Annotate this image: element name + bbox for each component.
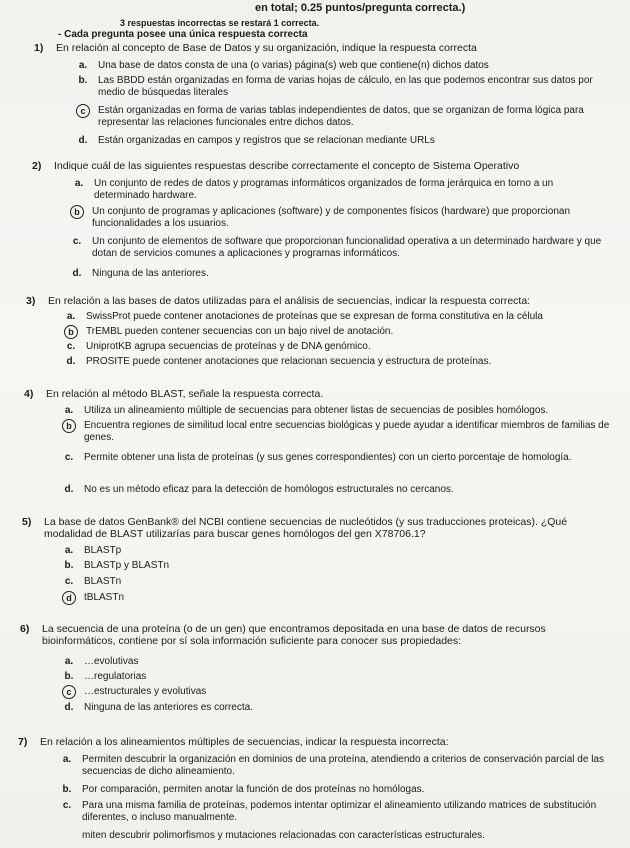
option-text: UniprotKB agrupa secuencias de proteínas y de DNA genómico.: [86, 341, 371, 352]
q7-option-c[interactable]: [60, 800, 620, 823]
q4-option-b[interactable]: [62, 420, 620, 443]
option-text: miten descubrir polimorfismos y mutaciones relacionadas con características estructurales.: [82, 830, 485, 841]
q5-option-d[interactable]: [62, 592, 362, 604]
q7-option-a[interactable]: [60, 754, 620, 777]
q6-option-d[interactable]: [62, 702, 462, 714]
option-letter-circled: b: [70, 205, 84, 219]
option-letter-circled: c: [76, 104, 90, 118]
option-text: Ninguna de las anteriores.: [92, 268, 209, 279]
question-text: En relación al concepto de Base de Datos y su organización, indique la respuesta correcta: [56, 42, 477, 54]
q3-option-a[interactable]: [64, 311, 620, 323]
option-letter: c.: [64, 576, 74, 587]
option-text: Permite obtener una lista de proteínas (y sus genes correspondientes) con un cierto porcentaje de homología.: [84, 452, 572, 463]
option-text: …evolutivas: [84, 656, 139, 667]
question-number: 2): [32, 160, 42, 172]
question-5: [22, 516, 618, 540]
option-text: …estructurales y evolutivas: [84, 686, 207, 697]
q6-option-a[interactable]: [62, 656, 462, 668]
question-number: 3): [26, 295, 36, 307]
option-text: Un conjunto de elementos de software que proporcionan funcionalidad operativa a un determinado hardware y que dotan de servicios comunes a aplicaciones y programas informáticos.: [92, 236, 602, 259]
question-text: En relación al método BLAST, señale la respuesta correcta.: [46, 388, 324, 400]
q2-option-c[interactable]: [70, 236, 610, 259]
question-text: En relación a las bases de datos utilizadas para el análisis de secuencias, indicar la respuesta correcta:: [48, 295, 531, 307]
q4-option-c[interactable]: [62, 452, 620, 464]
option-text: tBLASTn: [84, 592, 125, 603]
option-letter: a.: [62, 754, 72, 765]
option-letter: d.: [66, 356, 76, 367]
q1-option-a[interactable]: [76, 60, 606, 72]
q2-option-d[interactable]: [70, 268, 610, 280]
option-text: Un conjunto de redes de datos y programas informáticos organizados de forma jerárquica en torno a un determinado hardware.: [94, 178, 554, 201]
option-letter: a.: [64, 545, 74, 556]
option-letter-circled: d: [62, 591, 76, 605]
option-letter: d.: [64, 702, 74, 713]
option-text: Las BBDD están organizadas en forma de varias hojas de cálculo, en las que podemos encontrar sus datos por medio de búsquedas literales: [98, 75, 593, 98]
q3-option-d[interactable]: [64, 356, 620, 368]
question-1: [34, 42, 614, 54]
option-text: Utiliza un alineamiento múltiple de secuencias para obtener listas de secuencias de posibles homólogos.: [84, 405, 549, 416]
option-letter: b.: [78, 75, 88, 86]
option-text: BLASTp y BLASTn: [84, 560, 170, 571]
question-text: En relación a los alineamientos múltiples de secuencias, indicar la respuesta incorrecta:: [40, 736, 449, 748]
option-letter: a.: [66, 311, 76, 322]
question-number: 5): [22, 516, 32, 528]
option-letter-circled: b: [62, 419, 76, 433]
q3-option-c[interactable]: [64, 341, 620, 353]
option-letter: b.: [64, 560, 74, 571]
option-text: …regulatorias: [84, 671, 147, 682]
header-penalty: 3 respuestas incorrectas se restará 1 correcta.: [120, 18, 320, 28]
header-scoring: en total; 0.25 puntos/pregunta correcta.): [255, 2, 466, 14]
header-single-answer: - Cada pregunta posee una única respuesta correcta: [58, 29, 308, 40]
question-7: [18, 736, 618, 748]
option-letter: c.: [64, 452, 74, 463]
q2-option-b[interactable]: [70, 206, 610, 229]
q5-option-a[interactable]: [62, 545, 362, 557]
q7-option-d[interactable]: [60, 830, 620, 842]
q6-option-c[interactable]: [62, 686, 462, 698]
option-text: PROSITE puede contener anotaciones que relacionan secuencia y estructura de proteínas.: [86, 356, 492, 367]
option-letter: c.: [62, 800, 72, 811]
option-text: Una base de datos consta de una (o varias) página(s) web que contiene(n) dichos datos: [98, 60, 489, 71]
q7-option-b[interactable]: [60, 784, 620, 796]
q3-option-b[interactable]: [64, 326, 620, 338]
question-text: La base de datos GenBank® del NCBI contiene secuencias de nucleótidos (y sus traducciones proteicas). ¿Qué modalidad de BLAST utilizarías para buscar genes homólogos del gen X78706.1?: [44, 516, 568, 540]
q5-option-b[interactable]: [62, 560, 362, 572]
option-text: Están organizadas en forma de varias tablas independientes de datos, que se organizan de forma lógica para representar las relaciones funcionales entre dichos datos.: [98, 105, 584, 128]
option-text: Encuentra regiones de similitud local entre secuencias biológicas y puede ayudar a identificar miembros de familias de genes.: [84, 420, 610, 443]
option-text: No es un método eficaz para la detección de homólogos estructurales no cercanos.: [84, 484, 454, 495]
question-3: [26, 295, 616, 307]
option-letter-circled: c: [62, 685, 76, 699]
option-text: Por comparación, permiten anotar la función de dos proteínas no homólogas.: [82, 784, 425, 795]
question-4: [24, 388, 614, 400]
question-text: Indique cuál de las siguientes respuestas describe correctamente el concepto de Sistema Operativo: [54, 160, 520, 172]
option-letter: a.: [78, 60, 88, 71]
option-letter: d.: [64, 484, 74, 495]
option-letter: a.: [64, 405, 74, 416]
option-letter: c.: [72, 236, 82, 247]
option-letter: d.: [78, 135, 88, 146]
option-text: Ninguna de las anteriores es correcta.: [84, 702, 253, 713]
option-letter: a.: [74, 178, 84, 189]
q1-option-b[interactable]: [76, 75, 606, 98]
option-letter: c.: [66, 341, 76, 352]
q6-option-b[interactable]: [62, 671, 462, 683]
q4-option-d[interactable]: [62, 484, 620, 496]
option-letter: b.: [64, 671, 74, 682]
option-text: Para una misma familia de proteínas, podemos intentar optimizar el alineamiento utilizando matrices de substitución diferentes, o incluso manualmente.: [82, 800, 597, 823]
option-text: Un conjunto de programas y aplicaciones (software) y de componentes físicos (hardware) que proporcionan funcionalidades a los usuarios.: [92, 206, 571, 229]
q1-option-c[interactable]: [76, 105, 606, 128]
question-2: [32, 160, 612, 172]
question-6: [20, 623, 618, 647]
option-text: BLASTp: [84, 545, 122, 556]
option-text: TrEMBL pueden contener secuencias con un bajo nivel de anotación.: [86, 326, 394, 337]
question-text: La secuencia de una proteína (o de un gen) que encontramos depositada en una base de datos de recursos bioinformáticos, contiene por sí sola información suficiente para conocer sus propiedades:: [42, 623, 546, 647]
option-text: BLASTn: [84, 576, 122, 587]
question-number: 1): [34, 42, 44, 54]
option-text: Están organizadas en campos y registros que se relacionan mediante URLs: [98, 135, 435, 146]
option-letter: a.: [64, 656, 74, 667]
question-number: 7): [18, 736, 28, 748]
option-letter: b.: [62, 784, 72, 795]
q1-option-d[interactable]: [76, 135, 606, 147]
q5-option-c[interactable]: [62, 576, 362, 588]
question-number: 6): [20, 623, 30, 635]
q2-option-a[interactable]: [72, 178, 607, 201]
option-text: SwissProt puede contener anotaciones de proteínas que se expresan de forma constitutiva en la célula: [86, 311, 543, 322]
question-number: 4): [24, 388, 34, 400]
option-text: Permiten descubrir la organización en dominios de una proteína, atendiendo a criterios de conservación parcial de las secuencias de dicho alineamiento.: [82, 754, 604, 777]
q4-option-a[interactable]: [62, 405, 620, 417]
option-letter: d.: [72, 268, 82, 279]
option-letter-circled: b: [64, 325, 78, 339]
